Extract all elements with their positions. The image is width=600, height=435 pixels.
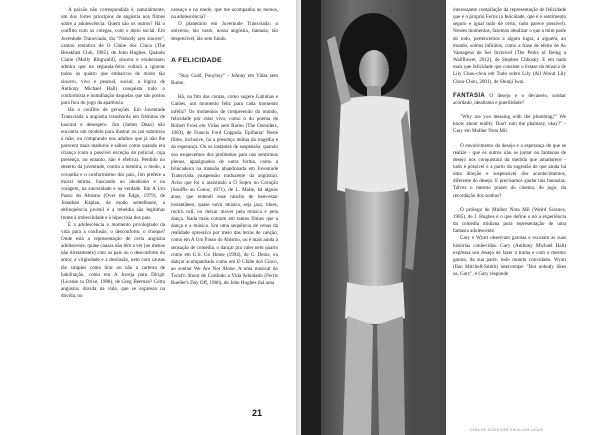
intro-text: O desejo e o devaneio, sonhar acordado, idealismo e puerilidade? <box>453 92 566 106</box>
page-number: 21 <box>251 408 262 418</box>
paragraph: O envolvimento do desejo e a esperança de que se realize - que os outros irão se juntar ou fantasias de desejo nos conquistará da medida que amadurece - tudo é possível e a partir da sugestão de que ainda há uma direção e suspensível dos acontecimentos, diferente do desejo. E precisamos ajudar tais fantasias. Talvez o mesmo prazer do cinema, do jogo, da recordação dos sonhos? <box>453 142 566 199</box>
paragraph: O prólogo de Mulher Nota Mil (Weird Science, 1985), de J. Hughes é o que define o nó a experiência da comédia midiana pura representação de uma fantasia adolescente. <box>453 206 566 235</box>
film-still-image <box>301 0 446 435</box>
text-column-right <box>453 7 566 431</box>
paragraph: A paixão não correspondida é, naturalmente, um dos fortes princípios de angústia nos filmes sobre a adolescência. Quem são os outros? Há o conflito com os colegas, com o meio social. Em Juventude Transviada, diz "Nobody acts sincere", cantou tentativa de O Clube dos Cinco (The Breakfast Club, 1985), de John Hughes. Quando Claire (Molly Ringwald), sincera e exuberante, admira que na segunda-feira voltará a ignorar todos os quatro que embarcou de modo tão sincero, vivo e pessoal, social; a lógica de Anthony Michael Hall) conquista tudo o conformista e humilhação daquelas que são postos para fora do jogo da aparência. <box>61 7 165 107</box>
paragraph: É a adolescência o momento privilegiado da vida para a confusão, o desconforto, o choque? Onde está a representação de certa angústia adolescente, quase causas não têm a ver (ao menos não diretamente) com os pais ou o desconforto do amor, a virgindade e a desilusão, nem com causas tão simples como tirar ou não a carteira de habilitação, como em A Inveja para Dirigir (License to Drive, 1988), de Greg Beeman? Certa angústia, dúvida na vida, que se expressa na dúvida, no <box>61 221 165 300</box>
paragraph: cansaço e no medo, que me acompanha ao menos, na adolescência? <box>171 7 278 21</box>
paragraph: Gary e Wyatt observam garotas e escutam as suas histórias conhecidas. Gary (Anthony Michael Hall) expressa seu desejo de fazer a tramа e com o mesmo garoto, da sua parte, todo mundo convidado. Wyatt (Ilan Mitchell-Smith) interrompe: "But nobody likes us, Gary", e Gary responde <box>453 235 566 278</box>
text-column-middle <box>171 7 278 419</box>
paragraph: O planetário em Juventude Transviada: o universo, tão vasto, nossa angústia, fantasia, tão desprezível, tão sem fundo. <box>171 21 278 42</box>
text-column-left <box>61 7 165 419</box>
paragraph: Há o conflito de gerações. Em Juventude Transviada a angústia transborda em frêmitos de loucura e desespero. Jim (James Dean) não encontra um modelo para ilustrar ou pai submisso à mãe, ou comprando nos adultos que já não lhe parecem mais maduros e sábios como quando era criança (com a possível exceção do policial, cuja presença, no entanto, não é efetiva). Perdido no deserto da juventude, contra a mentira, o medo, a covardia e o conformismo dos pais, Jim prefere a moral íntima, buscando no idealismo e na coragem, na sinceridade e na verdade. Em A Um Passo do Abismo (Over the Edge, 1979), de Jonathan Kaplan, de modo semelhante, a delinquência juvenil e a rebeldia são legítimas frente à imbecilidade e à hipocrisia dos pais. <box>61 107 165 221</box>
paragraph: interessante compilação da representação de felicidade que é o próprio Ferris (a felicidade, que é o sentimento seguro e igual tudo de certo, tudo parece possível). Nesses momentos, fazemos idealizar o que a mim parte do todo, pertencemos a algum lugar, a alguém, ao mundo, somos infinitos, como a frase de efeito de As Vantagens de Ser Invisível (The Perks of Being a Wallflower, 2012), de Stephen Chbosky. E em nada mais que felicidade que consiste o êxtase da música de Lily Chou-chou em Tudo sobre Lily (All About Lily Chou-Chou, 2001), de Shunji Iwai. <box>453 7 566 85</box>
epigraph-quote: "Why are you messing with the plumbing?" We know about reality. Don't ruin the phantasy, okay?" - Gary em Mulher Nota Mil. <box>453 114 566 135</box>
film-still-photo <box>301 0 446 435</box>
section-heading: FANTASIA <box>453 92 485 99</box>
paragraph: Há, no fim das contas, como sugere Gatinhas e Gatões, um momento feliz para cada momento infeliz? Os momentos de compreendo do mundo, felicidade por estar vivo, como o do poema de Robert Frost em Vidas sem Rumo (The Outsiders, 1983), de Francis Ford Coppola. Epifania! Neste filme, inclusive, há a presença mútua da tragédia e da esperança. Ou os instantes de suspensão, quando nos esquecemos dos problemas para nos sentirmos plenos, apaziguados de outra forma, como a brincadeira na mansão abandonada em Juventude Transviada (suspensão traduzente da angústia). Acho que foi o assistindo a O Sopro no Coração (Souffle au Coeur, 1971), de L. Malle, há alguns anos, que entendi esse ranchо de bem-estar instantâneo, quase ouvir música, seja jazz, blues, rock'n roll, ou deixar mover pela música e pela dança. Nada mais comum em tantos filmes que a dança e a música. Em uma sequência de cenas da realidade opressiva por meio das letras de canção, como em A Um Passo do Abismo, ou é mais ainda à sensação de comédia, o dançar pra valer nem quarto como em U.S. Go Home (1994), de C. Denis, ou dançar acompanhado como em O Clube dos Cinco, ao sonhar We Are Not Alone. A uma musical do Twist'n Shout de Curtindo a Vida Adoidado (Ferris Bueller's Day Off, 1986), de John Hughes (há uma <box>171 94 278 287</box>
fantasia-intro <box>453 93 566 107</box>
photo-credit: CENA DE JUVENTUDE EM ALGUM LUGAR <box>470 428 544 432</box>
epigraph-quote: "Stay Gold, Ponyboy" - Johnny em Vidas sem Rumo. <box>171 72 278 87</box>
section-heading: A FELICIDADE <box>171 56 222 64</box>
